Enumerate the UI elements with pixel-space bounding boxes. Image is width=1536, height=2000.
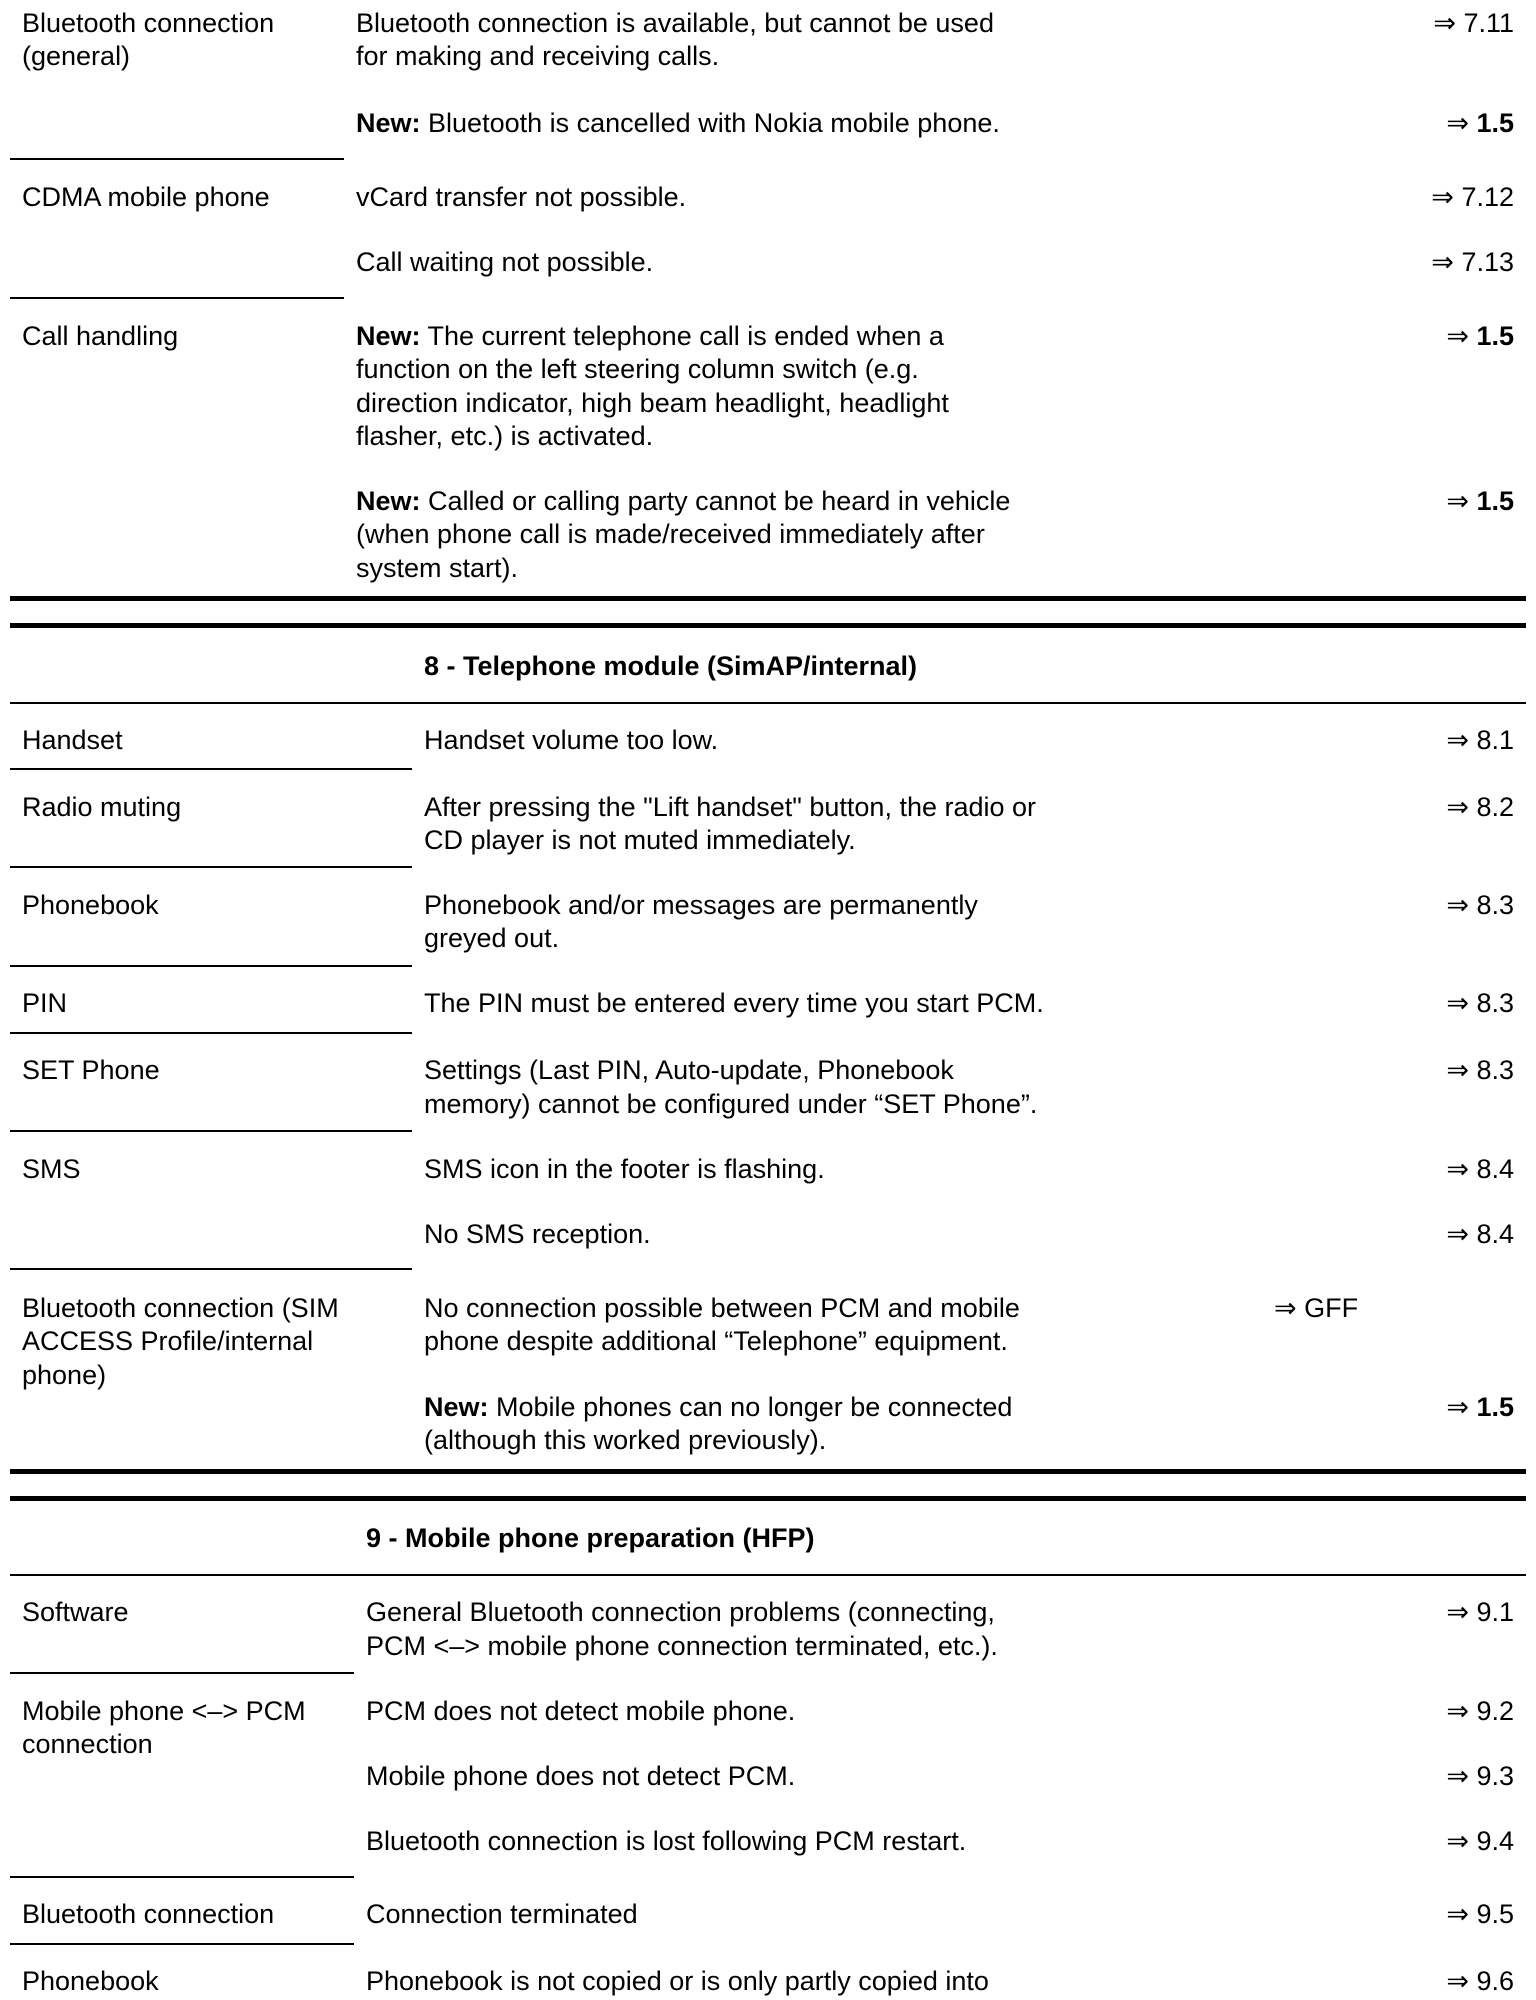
reference-link[interactable]: ⇒ 8.4 (1446, 1154, 1514, 1184)
reference-link[interactable]: ⇒ 7.12 (1431, 182, 1514, 212)
entry-text: Call waiting not possible. (356, 247, 654, 277)
section-title-9: 9 - Mobile phone preparation (HFP) (366, 1523, 815, 1553)
category-bluetooth-general-line1: Bluetooth connection (22, 8, 275, 38)
arrow-icon: ⇒ (1433, 8, 1456, 38)
entry-text: direction indicator, high beam headlight, headlight (356, 388, 949, 418)
reference-link[interactable]: ⇒ 1.5 (1446, 1392, 1514, 1422)
arrow-icon: ⇒ (1446, 1899, 1469, 1929)
entry-text: for making and receiving calls. (356, 41, 720, 71)
arrow-icon: ⇒ (1446, 108, 1469, 138)
section-start-rule (10, 1496, 1526, 1501)
entry-text: PCM <–> mobile phone connection terminated, etc.). (366, 1631, 998, 1661)
entry-text: Phonebook is not copied or is only partly copied into (366, 1966, 989, 1996)
entry-text: PCM does not detect mobile phone. (366, 1696, 796, 1726)
entry-text: function on the left steering column switch (e.g. (356, 354, 919, 384)
row-divider (10, 1268, 412, 1270)
entry-text: Connection terminated (366, 1899, 638, 1929)
row-divider (10, 768, 412, 770)
section-title-8: 8 - Telephone module (SimAP/internal) (424, 651, 918, 681)
arrow-icon: ⇒ (1446, 1154, 1469, 1184)
section-end-rule (10, 596, 1526, 601)
reference-link[interactable]: ⇒ 9.4 (1446, 1826, 1514, 1856)
reference-link[interactable]: ⇒ 8.2 (1446, 792, 1514, 822)
row-divider (10, 158, 344, 160)
entry-text: No connection possible between PCM and mobile (424, 1293, 1020, 1323)
category-bluetooth-sim-line1: Bluetooth connection (SIM (22, 1293, 339, 1323)
entry-text: CD player is not muted immediately. (424, 825, 856, 855)
entry-text: (when phone call is made/received immediately after (356, 519, 985, 549)
reference-link[interactable]: ⇒ 9.1 (1446, 1597, 1514, 1627)
arrow-icon: ⇒ (1446, 1392, 1469, 1422)
row-divider (10, 1943, 354, 1945)
entry-text: Mobile phone does not detect PCM. (366, 1761, 796, 1791)
arrow-icon: ⇒ (1446, 792, 1469, 822)
entry-text: system start). (356, 553, 519, 583)
category-phonebook-9: Phonebook (22, 1966, 159, 1996)
category-set-phone: SET Phone (22, 1055, 160, 1085)
arrow-icon: ⇒ (1446, 988, 1469, 1018)
category-software: Software (22, 1597, 129, 1627)
section-header-rule (10, 1574, 1526, 1576)
arrow-icon: ⇒ (1446, 890, 1469, 920)
entry-text: greyed out. (424, 923, 560, 953)
entry-text: No SMS reception. (424, 1219, 651, 1249)
row-divider (10, 297, 344, 299)
category-cdma: CDMA mobile phone (22, 182, 270, 212)
reference-link[interactable]: ⇒ 9.2 (1446, 1696, 1514, 1726)
entry-text: Settings (Last PIN, Auto-update, Phonebook (424, 1055, 954, 1085)
category-pin: PIN (22, 988, 68, 1018)
row-divider (10, 1876, 354, 1878)
reference-link[interactable]: ⇒ 7.13 (1431, 247, 1514, 277)
category-radio-muting: Radio muting (22, 792, 182, 822)
row-divider (10, 1032, 412, 1034)
section-header-rule (10, 702, 1526, 704)
row-divider (10, 965, 412, 967)
category-call-handling: Call handling (22, 321, 179, 351)
reference-link[interactable]: ⇒ 7.11 (1433, 8, 1514, 38)
entry-text: phone despite additional “Telephone” equipment. (424, 1326, 1008, 1356)
arrow-icon: ⇒ (1446, 1597, 1469, 1627)
arrow-icon: ⇒ (1446, 1761, 1469, 1791)
entry-text: vCard transfer not possible. (356, 182, 687, 212)
category-handset: Handset (22, 725, 123, 755)
reference-link[interactable]: ⇒ 1.5 (1446, 321, 1514, 351)
entry-text: New: Called or calling party cannot be heard in vehicle (356, 486, 1011, 516)
arrow-icon: ⇒ (1431, 247, 1454, 277)
category-bluetooth-sim-line3: phone) (22, 1360, 107, 1390)
arrow-icon: ⇒ (1446, 1055, 1469, 1085)
entry-text: New: Mobile phones can no longer be connected (424, 1392, 1013, 1422)
entry-text: SMS icon in the footer is flashing. (424, 1154, 825, 1184)
category-sms: SMS (22, 1154, 81, 1184)
reference-link[interactable]: ⇒ 8.3 (1446, 890, 1514, 920)
entry-text: Bluetooth connection is lost following PCM restart. (366, 1826, 967, 1856)
arrow-icon: ⇒ (1274, 1293, 1297, 1323)
entry-text: memory) cannot be configured under “SET Phone”. (424, 1089, 1038, 1119)
row-divider (10, 866, 412, 868)
arrow-icon: ⇒ (1446, 1696, 1469, 1726)
category-bluetooth-sim-line2: ACCESS Profile/internal (22, 1326, 314, 1356)
arrow-icon: ⇒ (1446, 1966, 1469, 1996)
reference-link[interactable]: ⇒ GFF (1274, 1293, 1359, 1323)
entry-text: New: The current telephone call is ended when a (356, 321, 944, 351)
row-divider (10, 1672, 354, 1674)
entry-text: Bluetooth connection is available, but cannot be used (356, 8, 994, 38)
entry-text: After pressing the "Lift handset" button, the radio or (424, 792, 1037, 822)
reference-link[interactable]: ⇒ 1.5 (1446, 108, 1514, 138)
arrow-icon: ⇒ (1446, 486, 1469, 516)
entry-text: Handset volume too low. (424, 725, 719, 755)
arrow-icon: ⇒ (1446, 725, 1469, 755)
arrow-icon: ⇒ (1446, 321, 1469, 351)
reference-link[interactable]: ⇒ 8.3 (1446, 1055, 1514, 1085)
entry-text: The PIN must be entered every time you start PCM. (424, 988, 1044, 1018)
entry-text: Phonebook and/or messages are permanently (424, 890, 978, 920)
arrow-icon: ⇒ (1431, 182, 1454, 212)
reference-link[interactable]: ⇒ 1.5 (1446, 486, 1514, 516)
reference-link[interactable]: ⇒ 8.3 (1446, 988, 1514, 1018)
category-phonebook: Phonebook (22, 890, 159, 920)
reference-link[interactable]: ⇒ 8.4 (1446, 1219, 1514, 1249)
entry-text: (although this worked previously). (424, 1425, 827, 1455)
reference-link[interactable]: ⇒ 8.1 (1446, 725, 1514, 755)
entry-text: flasher, etc.) is activated. (356, 421, 654, 451)
category-mobile-pcm-line2: connection (22, 1729, 153, 1759)
section-start-rule (10, 623, 1526, 628)
arrow-icon: ⇒ (1446, 1219, 1469, 1249)
category-mobile-pcm-line1: Mobile phone <–> PCM (22, 1696, 306, 1726)
category-bluetooth-connection: Bluetooth connection (22, 1899, 275, 1929)
entry-text: New: Bluetooth is cancelled with Nokia mobile phone. (356, 108, 1000, 138)
section-end-rule (10, 1469, 1526, 1474)
entry-text: General Bluetooth connection problems (connecting, (366, 1597, 995, 1627)
row-divider (10, 1130, 412, 1132)
reference-link[interactable]: ⇒ 9.5 (1446, 1899, 1514, 1929)
category-bluetooth-general-line2: (general) (22, 41, 131, 71)
arrow-icon: ⇒ (1446, 1826, 1469, 1856)
reference-link[interactable]: ⇒ 9.3 (1446, 1761, 1514, 1791)
reference-link[interactable]: ⇒ 9.6 (1446, 1966, 1514, 1996)
